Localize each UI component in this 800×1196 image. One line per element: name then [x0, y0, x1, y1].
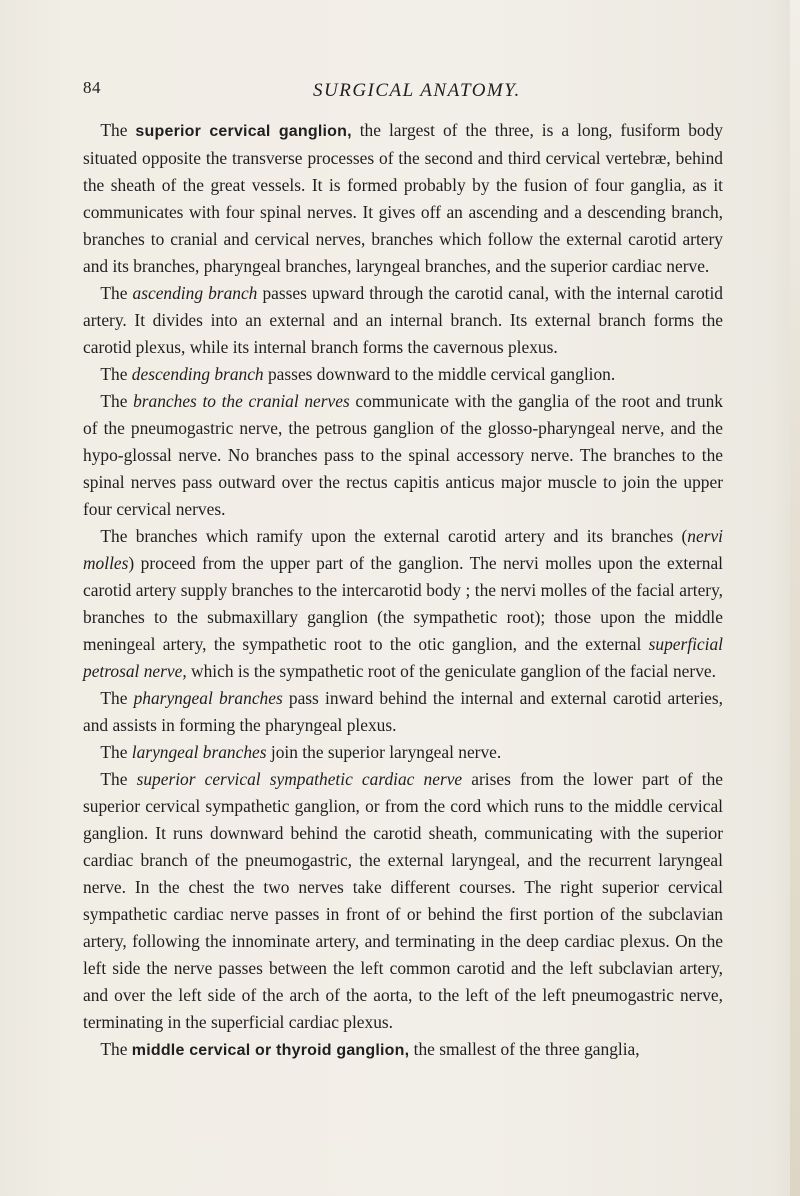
paragraph-text: the largest of the three, is a long, fusiform body situated opposite the transverse processes of the second and third cervical vertebræ, behind the sheath of the great vessels. It is formed probably by the fusion of four ganglia, as it communicates with four spinal nerves. It gives off an ascending and a descending branch, branches to cranial and cervical nerves, branches which follow the external carotid artery and its branches, pharyngeal branches, laryngeal branches, and the superior cardiac nerve. — [83, 120, 723, 276]
paragraph-text: communicate with the ganglia of the root and trunk of the pneumogastric nerve, the petrous ganglion of the glosso-pharyngeal nerve, and the hypo-glossal nerve. No branches pass to the spinal accessory nerve. The branches to the spinal nerves pass outward over the rectus capitis anticus major muscle to join the upper four cervical nerves. — [83, 391, 723, 519]
paragraph-text: passes downward to the middle cervical ganglion. — [263, 364, 616, 384]
paragraph-text: ) proceed from the upper part of the ganglion. The nervi molles upon the external carotid artery supply branches to the intercarotid body ; the nervi molles of the facial artery, branches to the submaxillary ganglion (the sympathetic root); those upon the middle meningeal artery, the sympathetic root to the otic ganglion, and the external — [83, 553, 723, 654]
italic-term: ascending branch — [132, 283, 258, 303]
paragraph — [83, 1036, 723, 1064]
paragraph — [83, 117, 723, 280]
paragraph-text: The — [100, 283, 133, 303]
paragraph-text: The — [100, 120, 136, 140]
paragraph-text: The — [100, 364, 132, 384]
paragraph-text: The branches which ramify upon the external carotid artery and its branches ( — [100, 526, 688, 546]
page-header — [83, 78, 723, 108]
paragraph-text: join the superior laryngeal nerve. — [266, 742, 502, 762]
paragraph — [83, 361, 723, 388]
paragraph-text: The — [100, 769, 137, 789]
italic-term: nervi molles — [83, 526, 723, 573]
paragraph-text: The — [100, 688, 134, 708]
paragraph — [83, 523, 723, 685]
italic-term: descending branch — [131, 364, 264, 384]
paragraph-text: The — [100, 742, 132, 762]
running-title: SURGICAL ANATOMY. — [313, 80, 521, 101]
paragraph-text: which is the sympathetic root of the geniculate ganglion of the facial nerve. — [186, 661, 716, 681]
italic-term: superior cervical sympathetic cardiac nerve — [136, 769, 463, 789]
italic-term: branches to the cranial nerves — [133, 391, 350, 411]
paragraph-text: The — [100, 1039, 132, 1059]
paragraph — [83, 739, 723, 766]
italic-term: laryngeal branches — [131, 742, 267, 762]
heading-term: superior cervical ganglion, — [135, 123, 352, 140]
paragraph-text: passes upward through the carotid canal, with the internal carotid artery. It divides into an external and an internal branch. Its external branch forms the carotid plexus, while its internal branch forms the cavernous plexus. — [83, 283, 723, 357]
italic-term: pharyngeal branches — [133, 688, 283, 708]
paragraph-text: the smallest of the three ganglia, — [409, 1039, 640, 1059]
italic-term: superficial petrosal nerve, — [83, 634, 723, 681]
page-edge-shadow — [790, 0, 800, 1196]
page-number: 84 — [83, 78, 101, 97]
paragraph — [83, 280, 723, 361]
paragraph-text: The — [100, 391, 134, 411]
paragraph-text: arises from the lower part of the superior cervical sympathetic ganglion, or from the cord which runs to the middle cervical ganglion. It runs downward behind the carotid sheath, communicating with the superior cardiac branch of the pneumogastric, the external laryngeal, and the recurrent laryngeal nerve. In the chest the two nerves take different courses. The right superior cervical sympathetic cardiac nerve passes in front of or behind the first portion of the subclavian artery, following the innominate artery, and terminating in the deep cardiac plexus. On the left side the nerve passes between the left common carotid and the left subclavian artery, and over the left side of the arch of the aorta, to the left of the left pneumogastric nerve, terminating in the superficial cardiac plexus. — [83, 769, 724, 1032]
heading-term: middle cervical or thyroid ganglion, — [131, 1042, 410, 1059]
paragraph — [83, 685, 723, 739]
paragraph — [83, 766, 723, 1036]
body-text — [83, 117, 723, 1064]
paragraph-text: pass inward behind the internal and external carotid arteries, and assists in forming the pharyngeal plexus. — [83, 688, 723, 735]
paragraph — [83, 388, 723, 523]
